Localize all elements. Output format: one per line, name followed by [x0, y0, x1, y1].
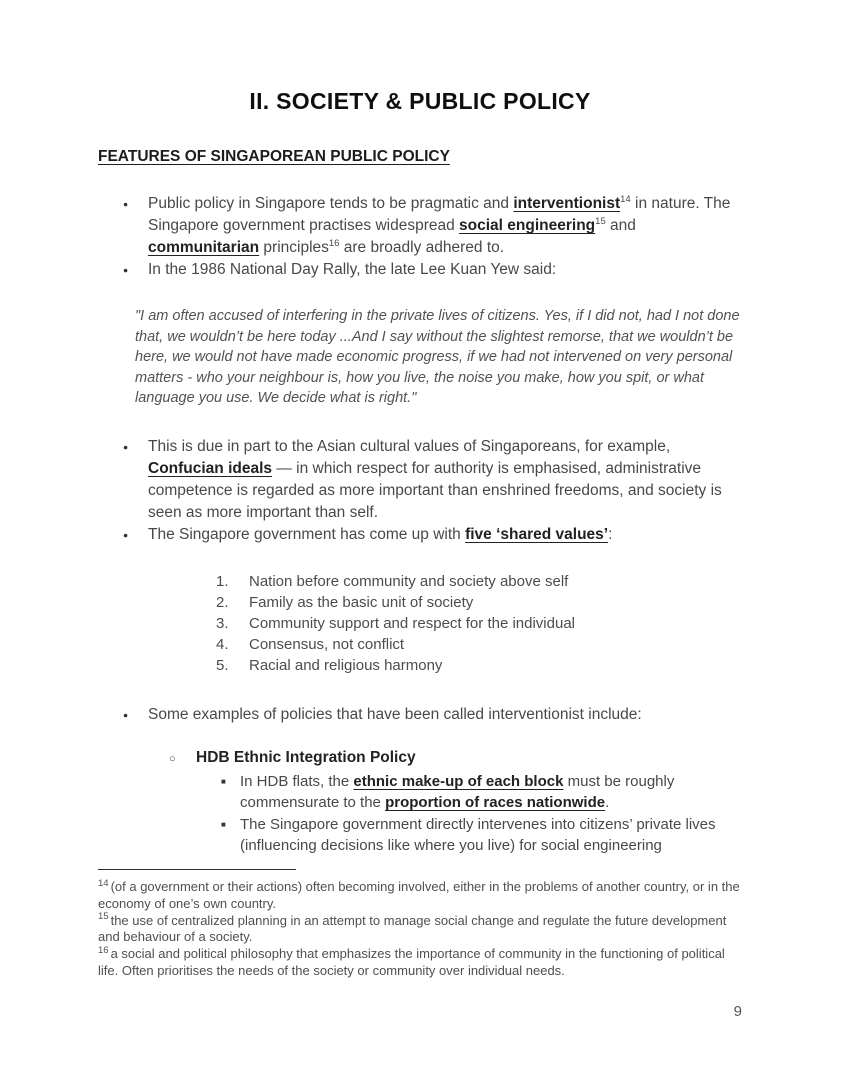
intro-bullet-list: [98, 193, 742, 281]
footnote-marker: 16: [98, 944, 109, 956]
footnote-marker: 15: [98, 911, 109, 923]
footnote-text: a social and political philosophy that emphasizes the importance of community in the functioning of political life. Often prioritises the needs of the society or community over individual needs.: [98, 946, 725, 978]
page-number: 9: [733, 1003, 742, 1020]
shared-value-item: Racial and religious harmony: [249, 656, 443, 674]
mid-bullet-list: [98, 436, 742, 546]
footnotes-section: [98, 869, 746, 980]
footnote-text: (of a government or their actions) often becoming involved, either in the problems of another country, or in the economy of one’s own country.: [98, 879, 740, 911]
policy-point: ■ The Singapore government directly intervenes into citizens’ private lives (influencing decisions like where you live) for social engineering: [98, 814, 742, 857]
examples-bullet-list: [98, 704, 742, 726]
bullet-item: ● This is due in part to the Asian cultural values of Singaporeans, for example, Confucian ideals — in which respect for authority is emphasised, administrative competence is regarded as more important than enshrined freedoms, and society is seen as more important than self.: [98, 436, 742, 524]
shared-value-item: Community support and respect for the individual: [249, 614, 576, 632]
shared-value-item: Nation before community and society above self: [249, 572, 569, 590]
shared-value-item: Consensus, not conflict: [249, 635, 405, 653]
hdb-policy-section: [98, 747, 742, 857]
policy-point: ■ In HDB flats, the ethnic make-up of each block must be roughly commensurate to the proportion of races nationwide.: [98, 771, 742, 814]
page-title: II. SOCIETY & PUBLIC POLICY: [249, 88, 591, 114]
block-quote: "I am often accused of interfering in the private lives of citizens. Yes, if I did not, had I not done that, we wouldn’t be here today ...And I say without the slightest remorse, that we wouldn’t be here, we would not have made economic progress, if we had not intervened on very personal matters - who your neighbour is, how you live, the noise you make, how you spit, or what language you use. We decide what is right.": [135, 308, 740, 407]
footnote: [98, 879, 746, 913]
bullet-item: ● Public policy in Singapore tends to be pragmatic and interventionist$^{14}$ in nature. The Singapore government practises widespread social engineering$^{15}$ and communitarian principles$^{16}$ are broadly adhered to.: [98, 193, 742, 259]
footnote-marker: 14: [98, 877, 109, 889]
hdb-policy-points: [98, 771, 742, 857]
hdb-policy-heading: ○ HDB Ethnic Integration Policy: [98, 747, 742, 769]
page-content: [98, 0, 742, 857]
section-heading: FEATURES OF SINGAPOREAN PUBLIC POLICY: [98, 148, 450, 165]
bullet-item: ● Some examples of policies that have been called interventionist include:: [98, 704, 742, 726]
bullet-item: ● The Singapore government has come up with five ‘shared values’:: [98, 524, 742, 546]
footnote: [98, 946, 746, 980]
footnote-divider: [98, 869, 296, 870]
bullet-item: ● In the 1986 National Day Rally, the late Lee Kuan Yew said:: [98, 259, 742, 281]
shared-values-list: [98, 571, 742, 676]
footnote-text: the use of centralized planning in an attempt to manage social change and regulate the future development and behaviour of a society.: [98, 912, 727, 945]
footnote: [98, 913, 746, 947]
shared-value-item: Family as the basic unit of society: [249, 593, 474, 611]
